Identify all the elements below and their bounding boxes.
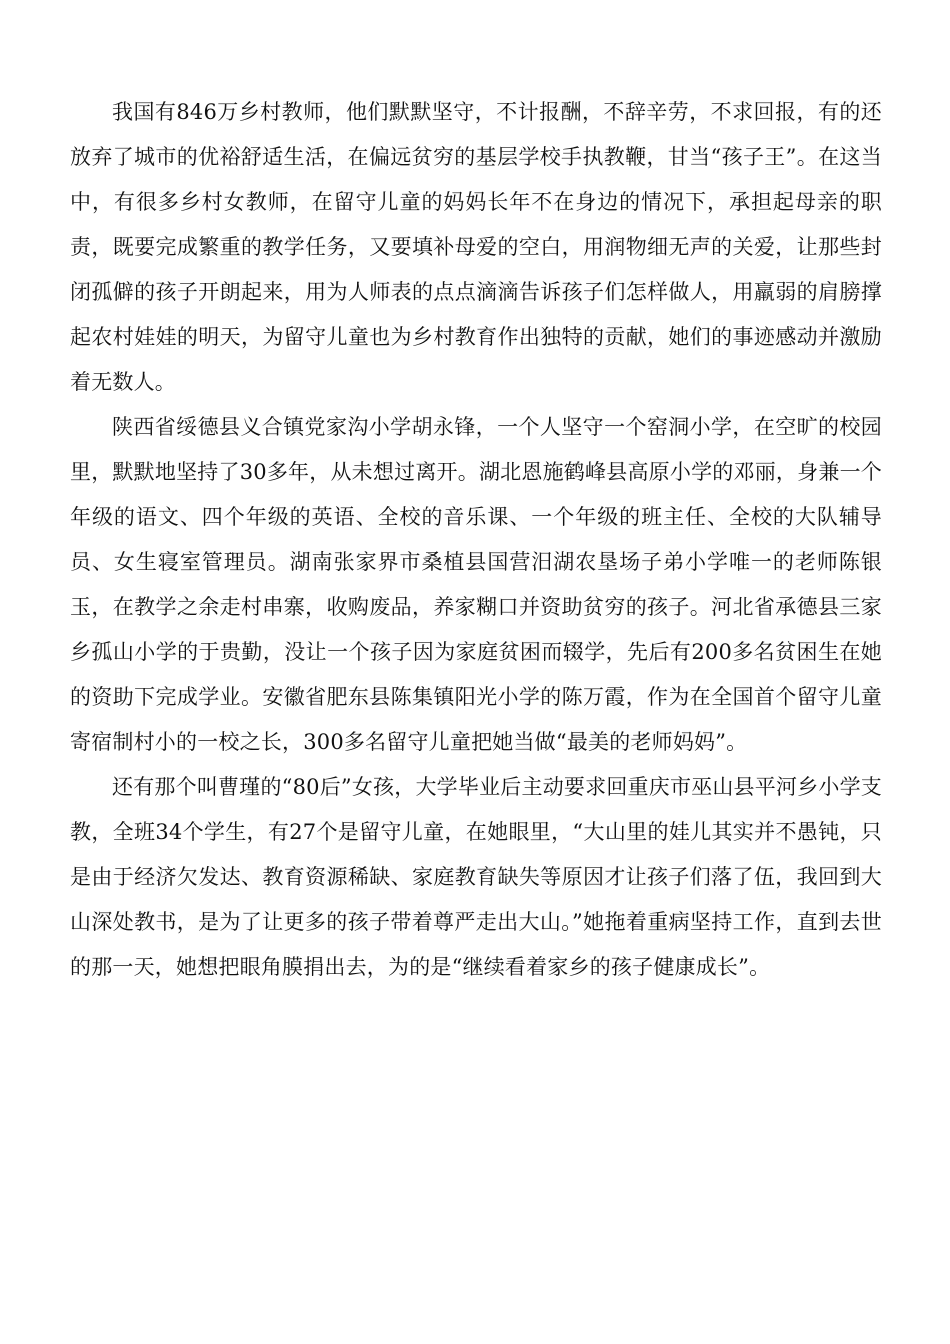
paragraph-3: 还有那个叫曹瑾的“80后”女孩，大学毕业后主动要求回重庆市巫山县平河乡小学支教，全班34个学生，有27个是留守儿童，在她眼里，“大山里的娃儿其实并不愚钝，只是由于经济欠发达、教育资源稀缺、家庭教育缺失等原因才让孩子们落了伍，我回到大山深处教书，是为了让更多的孩子带着尊严走出大山。”她拖着重病坚持工作，直到去世的那一天，她想把眼角膜捐出去，为的是“继续看着家乡的孩子健康成长”。: [70, 775, 882, 979]
paragraph-1: 我国有846万乡村教师，他们默默坚守，不计报酬，不辞辛劳，不求回报，有的还放弃了城市的优裕舒适生活，在偏远贫穷的基层学校手执教鞭，甘当“孩子王”。在这当中，有很多乡村女教师，在留守儿童的妈妈长年不在身边的情况下，承担起母亲的职责，既要完成繁重的教学任务，又要填补母爱的空白，用润物细无声的关爱，让那些封闭孤僻的孩子开朗起来，用为人师表的点点滴滴告诉孩子们怎样做人，用羸弱的肩膀撑起农村娃娃的明天，为留守儿童也为乡村教育作出独特的贡献，她们的事迹感动并激励着无数人。: [70, 100, 882, 394]
paragraph-2: 陕西省绥德县义合镇党家沟小学胡永锋，一个人坚守一个窑洞小学，在空旷的校园里，默默地坚持了30多年，从未想过离开。湖北恩施鹤峰县高原小学的邓丽，身兼一个年级的语文、四个年级的英语、全校的音乐课、一个年级的班主任、全校的大队辅导员、女生寝室管理员。湖南张家界市桑植县国营汨湖农垦场子弟小学唯一的老师陈银玉，在教学之余走村串寨，收购废品，养家糊口并资助贫穷的孩子。河北省承德县三家乡孤山小学的于贵勤，没让一个孩子因为家庭贫困而辍学，先后有200多名贫困生在她的资助下完成学业。安徽省肥东县陈集镇阳光小学的陈万霞，作为在全国首个留守儿童寄宿制村小的一校之长，300多名留守儿童把她当做“最美的老师妈妈”。: [70, 415, 882, 754]
document-body: [70, 90, 882, 990]
